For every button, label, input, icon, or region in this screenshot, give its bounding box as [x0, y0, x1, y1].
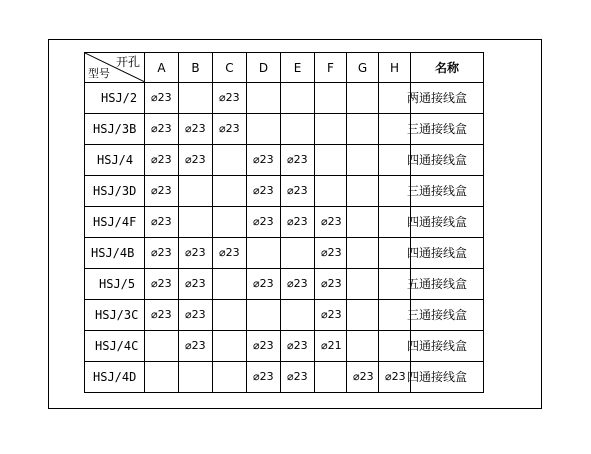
header-row: [85, 53, 484, 83]
hole-cell: [281, 83, 315, 114]
hole-diameter: ⌀23: [151, 308, 172, 321]
hole-cell: [145, 114, 179, 145]
hole-cell: [379, 331, 411, 362]
hole-cell: [347, 83, 379, 114]
name-cell: [407, 145, 484, 176]
hole-diameter: ⌀23: [151, 91, 172, 104]
hole-cell: [213, 331, 247, 362]
col-header: H: [379, 53, 411, 83]
name-cell: [407, 269, 484, 300]
model-cell: [85, 176, 145, 207]
box-name: 四通接线盒: [407, 215, 468, 229]
hole-cell: [281, 362, 315, 393]
hole-cell: [281, 145, 315, 176]
corner-bottom-label: 型号: [88, 67, 110, 80]
hole-diameter: ⌀23: [353, 370, 374, 383]
model-cell: [85, 300, 145, 331]
name-cell: [407, 207, 484, 238]
hole-diameter: ⌀23: [185, 153, 206, 166]
name-col-header: 名称: [411, 53, 484, 83]
junction-box-table: [84, 52, 484, 393]
name-cell: [407, 300, 484, 331]
box-name: 三通接线盒: [407, 122, 468, 136]
model-label: HSJ/4D: [93, 370, 137, 384]
hole-diameter: ⌀23: [287, 184, 308, 197]
hole-cell: [347, 176, 379, 207]
col-header: G: [347, 53, 379, 83]
hole-diameter: ⌀23: [287, 370, 308, 383]
hole-cell: [347, 207, 379, 238]
hole-diameter: ⌀23: [253, 184, 274, 197]
hole-cell: [179, 300, 213, 331]
table-row: [85, 207, 484, 238]
hole-cell: [347, 269, 379, 300]
hole-diameter: ⌀23: [185, 339, 206, 352]
hole-cell: [213, 269, 247, 300]
hole-cell: [379, 114, 411, 145]
hole-cell: [145, 300, 179, 331]
hole-cell: [213, 176, 247, 207]
model-label: HSJ/3C: [95, 308, 139, 322]
col-header: E: [281, 53, 315, 83]
hole-cell: [213, 362, 247, 393]
hole-cell: [347, 145, 379, 176]
hole-cell: [281, 238, 315, 269]
hole-diameter: ⌀23: [253, 339, 274, 352]
hole-diameter: ⌀23: [253, 153, 274, 166]
hole-cell: [315, 176, 347, 207]
table-row: [85, 238, 484, 269]
hole-cell: [281, 300, 315, 331]
hole-cell: [179, 83, 213, 114]
hole-cell: [315, 83, 347, 114]
model-label: HSJ/2: [101, 91, 138, 105]
hole-cell: [179, 238, 213, 269]
hole-cell: [213, 83, 247, 114]
hole-cell: [315, 331, 347, 362]
hole-diameter: ⌀23: [321, 277, 342, 290]
box-name: 四通接线盒: [407, 153, 468, 167]
hole-diameter: ⌀23: [151, 215, 172, 228]
hole-cell: [379, 145, 411, 176]
hole-cell: [281, 176, 315, 207]
name-cell: [407, 83, 484, 114]
model-label: HSJ/4B: [91, 246, 135, 260]
model-cell: [85, 238, 145, 269]
table-row: [85, 362, 484, 393]
table-row: [85, 114, 484, 145]
hole-cell: [315, 207, 347, 238]
hole-cell: [179, 331, 213, 362]
hole-cell: [145, 145, 179, 176]
name-cell: [407, 114, 484, 145]
hole-diameter: ⌀23: [253, 277, 274, 290]
hole-cell: [247, 114, 281, 145]
model-cell: [85, 269, 145, 300]
corner-header: [85, 53, 145, 83]
model-label: HSJ/3B: [93, 122, 137, 136]
hole-cell: [315, 145, 347, 176]
model-label: HSJ/4C: [95, 339, 139, 353]
table-row: [85, 145, 484, 176]
name-cell: [407, 331, 484, 362]
hole-cell: [145, 362, 179, 393]
hole-cell: [347, 300, 379, 331]
model-label: HSJ/4: [97, 153, 134, 167]
col-header: C: [213, 53, 247, 83]
hole-cell: [247, 300, 281, 331]
hole-cell: [379, 207, 411, 238]
hole-cell: [315, 300, 347, 331]
hole-cell: [145, 269, 179, 300]
name-cell: [407, 362, 484, 393]
hole-diameter: ⌀23: [185, 246, 206, 259]
table-row: [85, 300, 484, 331]
hole-diameter: ⌀23: [151, 122, 172, 135]
model-cell: [85, 114, 145, 145]
hole-diameter: ⌀23: [321, 246, 342, 259]
hole-diameter: ⌀23: [287, 277, 308, 290]
hole-cell: [247, 145, 281, 176]
hole-cell: [213, 145, 247, 176]
hole-cell: [179, 114, 213, 145]
table-row: [85, 269, 484, 300]
hole-diameter: ⌀23: [385, 370, 406, 383]
hole-cell: [379, 269, 411, 300]
hole-cell: [281, 331, 315, 362]
hole-diameter: ⌀23: [321, 308, 342, 321]
box-name: 四通接线盒: [407, 246, 468, 260]
col-header: D: [247, 53, 281, 83]
hole-cell: [145, 331, 179, 362]
box-name: 四通接线盒: [407, 370, 468, 384]
hole-diameter: ⌀23: [151, 184, 172, 197]
hole-cell: [213, 300, 247, 331]
hole-cell: [145, 238, 179, 269]
hole-cell: [213, 238, 247, 269]
table-row: [85, 331, 484, 362]
col-header: A: [145, 53, 179, 83]
model-label: HSJ/5: [99, 277, 136, 291]
hole-cell: [315, 114, 347, 145]
hole-diameter: ⌀23: [219, 122, 240, 135]
hole-cell: [247, 362, 281, 393]
hole-cell: [247, 207, 281, 238]
hole-diameter: ⌀23: [151, 277, 172, 290]
hole-cell: [379, 176, 411, 207]
hole-diameter: ⌀23: [253, 215, 274, 228]
hole-cell: [315, 269, 347, 300]
hole-cell: [247, 176, 281, 207]
table-row: [85, 83, 484, 114]
hole-cell: [145, 176, 179, 207]
box-name: 三通接线盒: [407, 308, 468, 322]
hole-cell: [379, 238, 411, 269]
hole-cell: [213, 114, 247, 145]
hole-diameter: ⌀23: [185, 308, 206, 321]
hole-cell: [247, 238, 281, 269]
hole-cell: [347, 331, 379, 362]
model-cell: [85, 362, 145, 393]
hole-diameter: ⌀23: [151, 246, 172, 259]
col-header: B: [179, 53, 213, 83]
hole-cell: [145, 207, 179, 238]
hole-cell: [379, 362, 411, 393]
model-label: HSJ/3D: [93, 184, 137, 198]
hole-diameter: ⌀23: [219, 246, 240, 259]
hole-cell: [247, 269, 281, 300]
model-cell: [85, 145, 145, 176]
hole-diameter: ⌀23: [219, 91, 240, 104]
hole-cell: [347, 238, 379, 269]
hole-cell: [179, 207, 213, 238]
hole-cell: [347, 114, 379, 145]
hole-cell: [379, 83, 411, 114]
hole-cell: [247, 331, 281, 362]
hole-diameter: ⌀23: [287, 339, 308, 352]
hole-cell: [179, 269, 213, 300]
hole-cell: [281, 269, 315, 300]
hole-cell: [281, 207, 315, 238]
hole-cell: [247, 83, 281, 114]
hole-diameter: ⌀21: [321, 339, 342, 352]
hole-cell: [179, 176, 213, 207]
box-name: 两通接线盒: [407, 91, 468, 105]
hole-cell: [379, 300, 411, 331]
hole-diameter: ⌀23: [321, 215, 342, 228]
hole-diameter: ⌀23: [287, 153, 308, 166]
hole-cell: [145, 83, 179, 114]
model-label: HSJ/4F: [93, 215, 137, 229]
hole-diameter: ⌀23: [185, 122, 206, 135]
hole-diameter: ⌀23: [253, 370, 274, 383]
hole-cell: [347, 362, 379, 393]
hole-diameter: ⌀23: [151, 153, 172, 166]
model-cell: [85, 207, 145, 238]
hole-cell: [179, 145, 213, 176]
name-cell: [407, 238, 484, 269]
hole-diameter: ⌀23: [185, 277, 206, 290]
corner-top-label: 开孔: [115, 55, 140, 69]
hole-cell: [281, 114, 315, 145]
box-name: 三通接线盒: [407, 184, 468, 198]
hole-cell: [213, 207, 247, 238]
hole-diameter: ⌀23: [287, 215, 308, 228]
hole-cell: [315, 238, 347, 269]
box-name: 五通接线盒: [407, 277, 468, 291]
box-name: 四通接线盒: [407, 339, 468, 353]
col-header: F: [315, 53, 347, 83]
hole-cell: [315, 362, 347, 393]
model-cell: [85, 331, 145, 362]
model-cell: [85, 83, 145, 114]
hole-cell: [179, 362, 213, 393]
table-row: [85, 176, 484, 207]
name-cell: [407, 176, 484, 207]
